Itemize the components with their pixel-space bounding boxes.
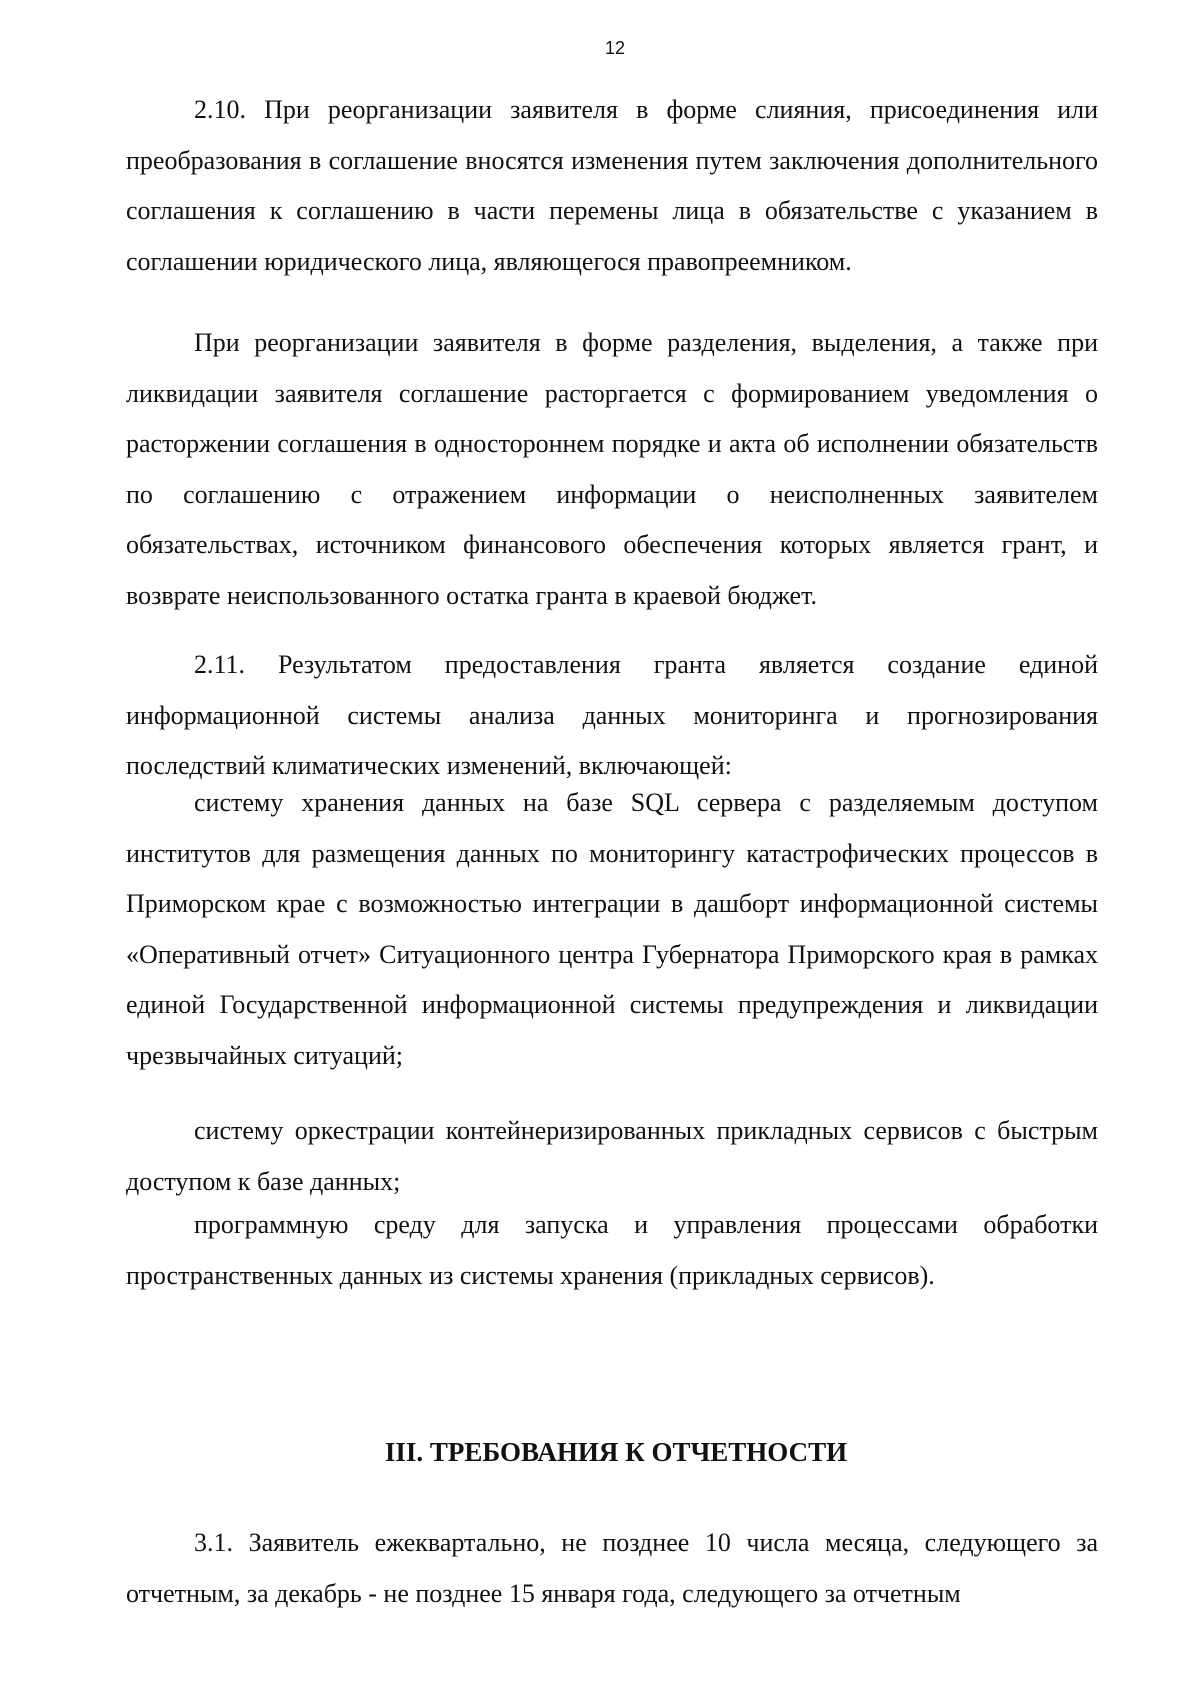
paragraph-reorganization: При реорганизации заявителя в форме разделения, выделения, а также при ликвидации заявителя соглашение расторгается с формированием уведомления о расторжении соглашения в одностороннем порядке и акта об исполнении обязательств по соглашению с отражением информации о неисполненных заявителем обязательствах, источником финансового обеспечения которых является грант, и возврате неиспользованного остатка гранта в краевой бюджет. — [126, 328, 1098, 610]
section-heading: III. ТРЕБОВАНИЯ К ОТЧЕТНОСТИ — [384, 1437, 848, 1467]
paragraph-orchestration: систему оркестрации контейнеризированных прикладных сервисов с быстрым доступом к базе данных; — [126, 1116, 1098, 1196]
page-number: 12 — [604, 38, 626, 58]
paragraph-2-11: 2.11. Результатом предоставления гранта является создание единой информационной системы анализа данных мониторинга и прогнозирования последствий климатических изменений, включающей: — [126, 650, 1098, 780]
paragraph-2-10: 2.10. При реорганизации заявителя в форме слияния, присоединения или преобразования в соглашение вносятся изменения путем заключения дополнительного соглашения к соглашению в части перемены лица в обязательстве с указанием в соглашении юридического лица, являющегося правопреемником. — [126, 95, 1098, 276]
paragraph-sql-storage: систему хранения данных на базе SQL сервера с разделяемым доступом институтов для размещения данных по мониторингу катастрофических процессов в Приморском крае с возможностью интеграции в дашборт информационной системы «Оперативный отчет» Ситуационного центра Губернатора Приморского края в рамках единой Государственной информационной системы предупреждения и ликвидации чрезвычайных ситуаций; — [126, 788, 1098, 1070]
paragraph-3-1: 3.1. Заявитель ежеквартально, не позднее 10 числа месяца, следующего за отчетным, за декабрь - не позднее 15 января года, следующего за отчетным — [126, 1528, 1098, 1608]
paragraph-software-environment: программную среду для запуска и управления процессами обработки пространственных данных из системы хранения (прикладных сервисов). — [126, 1210, 1098, 1290]
